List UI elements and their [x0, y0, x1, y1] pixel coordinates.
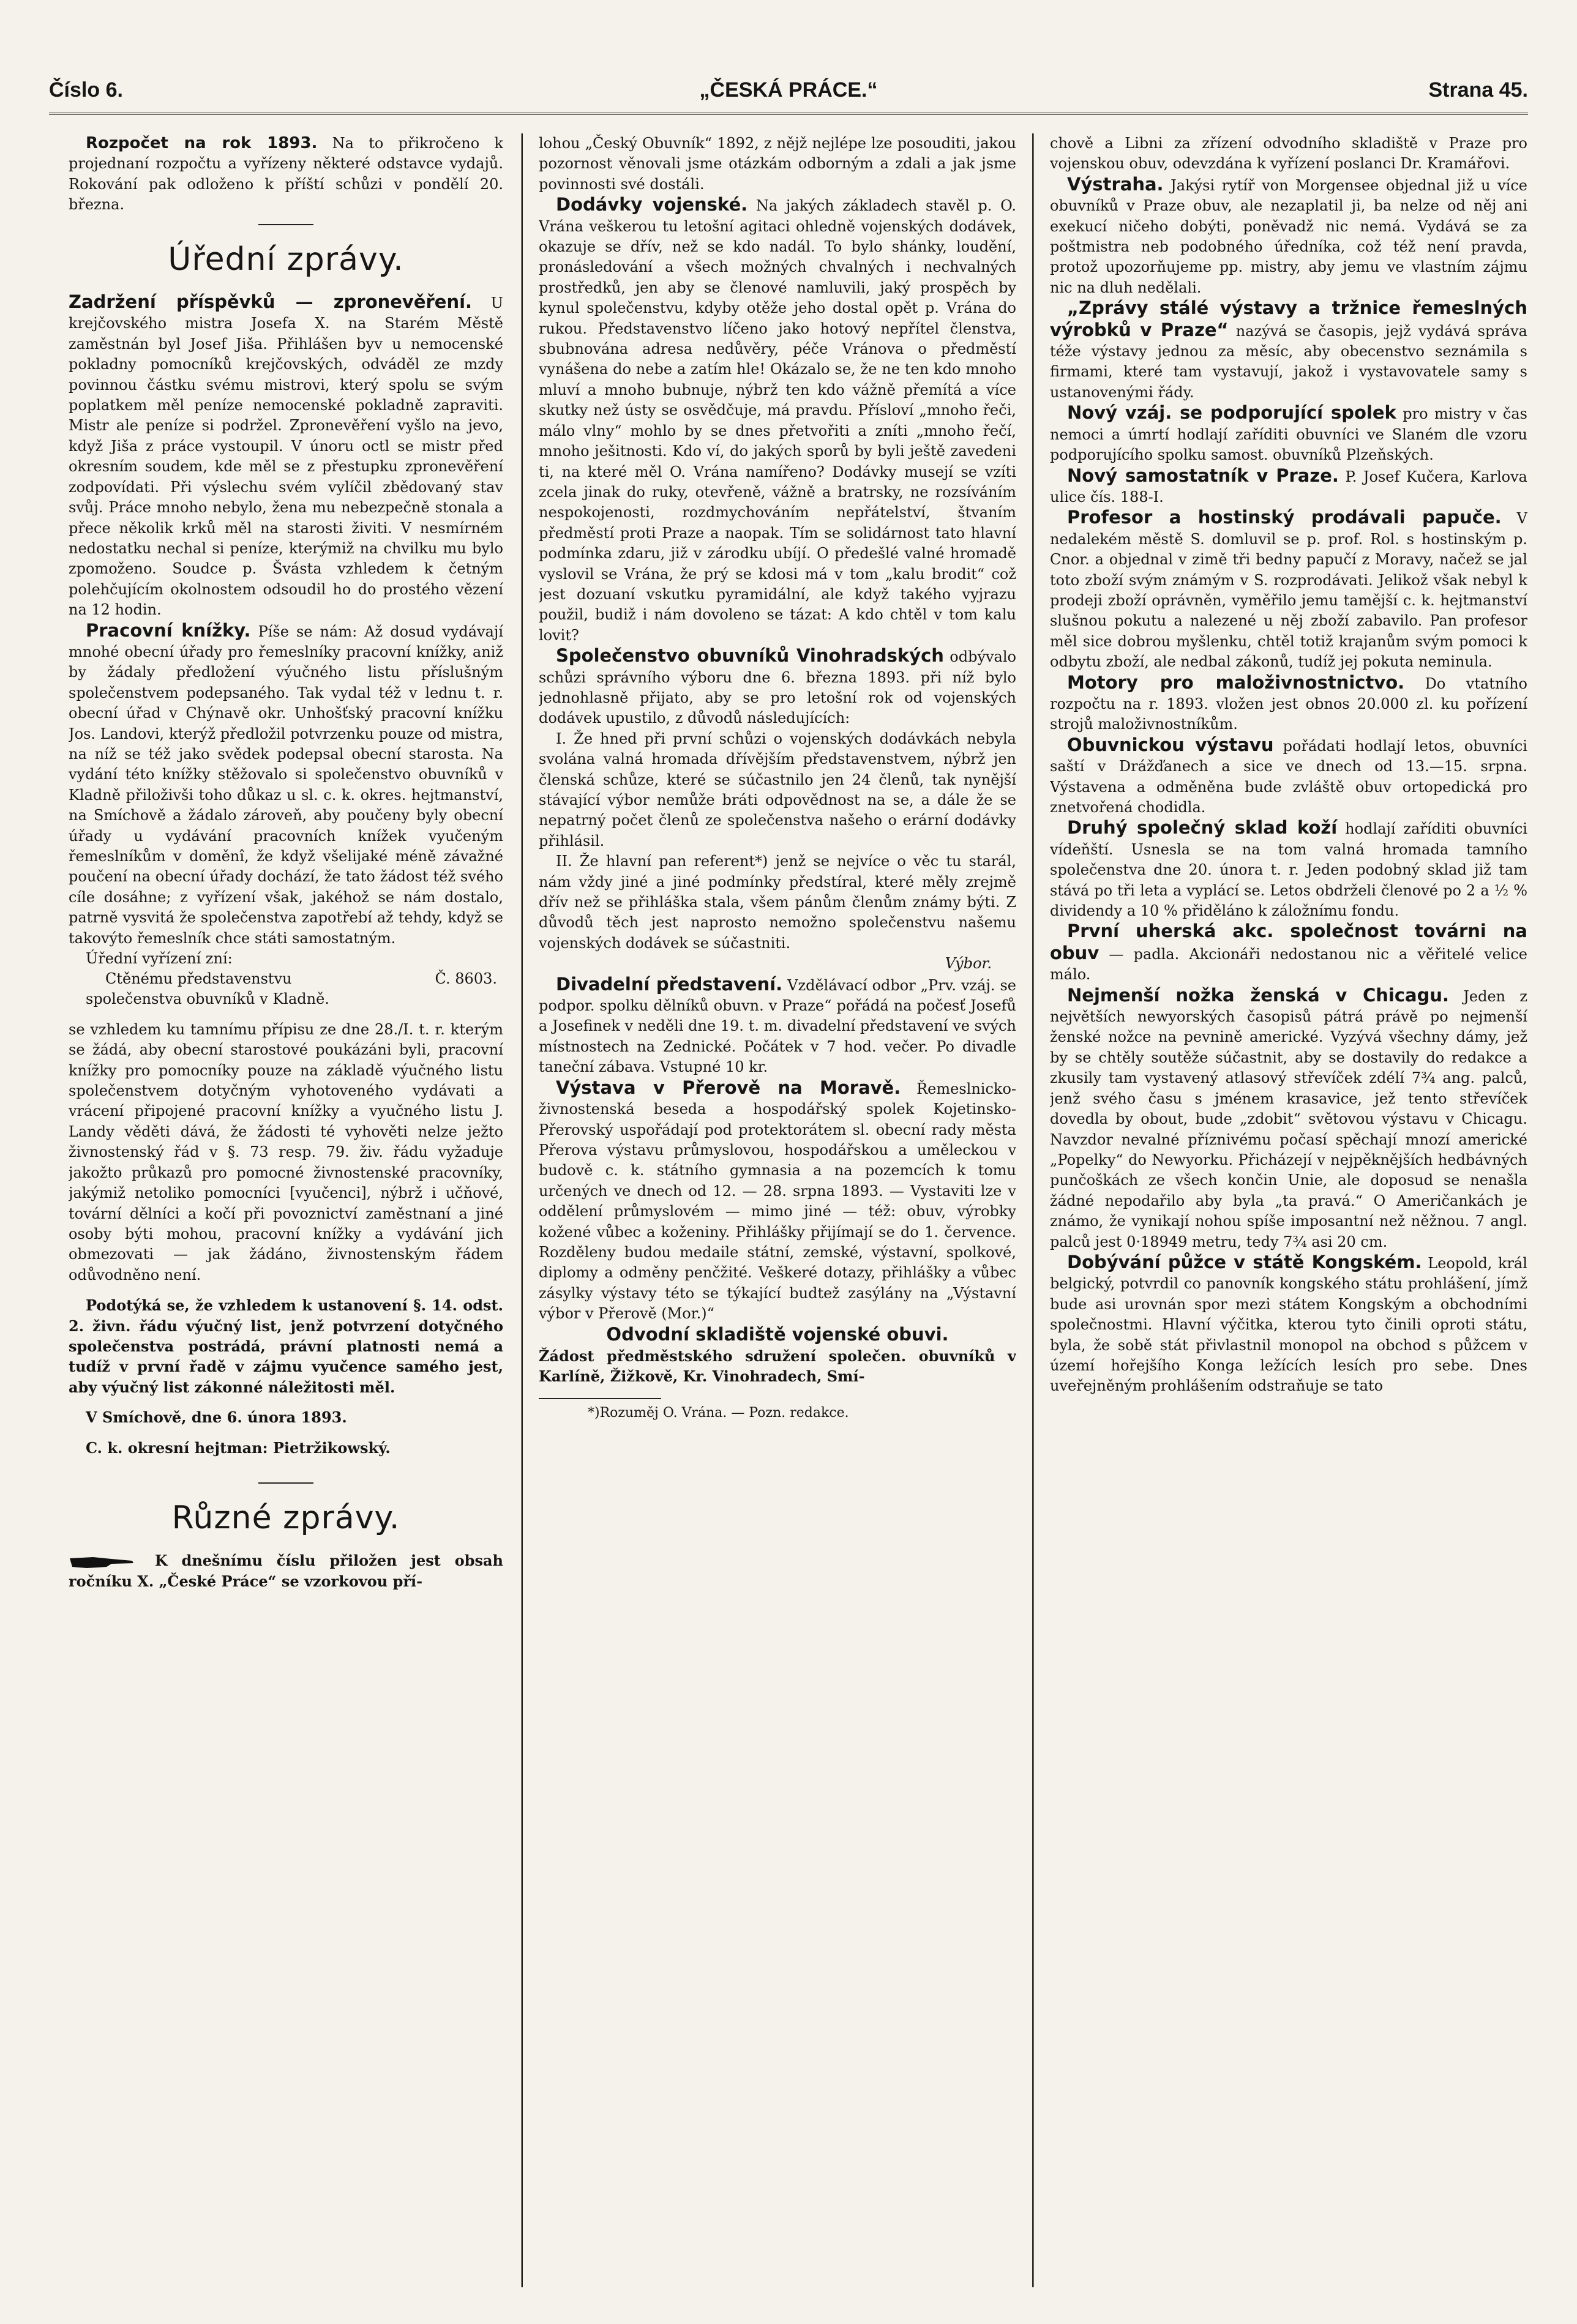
article-heading: Nový samostatník v Praze.: [1067, 465, 1339, 486]
signature: Výbor.: [945, 955, 992, 973]
article-body: Na to přikročeno k projednaní rozpočtu a vyřízeny některé odstavce vydajů. Rokování pak odloženo k příští schůzi v pondělí 20. března.: [69, 135, 503, 214]
article-heading: Obuvnickou výstavu: [1067, 734, 1274, 755]
section-title: Různé zprávy.: [171, 1499, 400, 1536]
article-knizky: [69, 621, 503, 949]
article-sklad-kozi: [1050, 818, 1527, 921]
footnote-rule: [539, 1398, 661, 1399]
addressee-org: společenstva obuvníků v Kladně.: [86, 990, 329, 1008]
article-body: Jeden z největších newyorských časopisů pátrá právě po nejmenší ženské nožce na pevnině americké. Vyzývá všechny dámy, jež by se chtěly soutěže súčastnit, aby se dostavily do redakce a zkusily tam vystavený atlasový střevíček zdélí 7¾ ang. palců, jenž svého času s jménem krasavice, jež tento střevíček dovedla by obout, bude „zdobit“ světovou výstavu v Chicagu. Navzdor nevalné příznivému počasí spěchají mnozí americké „Popelky“ do Newyorku. Přicházejí v nejpěknějších hedbávných punčoškách ze všech končin Unie, ale doposud se nenašla žádné nepodařilo aby byla „ta pravá.“ O Američankách je známo, že vynikají nohou spíše imposantní než něžnou. 7 angl. palců jest 0·18949 metru, tedy 7¾ asi 20 cm.: [1050, 987, 1527, 1250]
official-label: Úřední vyřízení zní:: [86, 950, 233, 968]
article-body: U krejčovského mistra Josefa X. na Starém Městě zaměstnán byl Josef Jiša. Přihlášen byv u nemocenské pokladny pomocníků krejčovských, odváděl ze mzdy povinnou částku svému mistrovi, který spolu se svým poplatkem měl peníze nemocenské pokladně zapraviti. Mistr ale peníze si podržel. Zpronevěření vyšlo na jevo, když Jiša z práce vystoupil. V únoru octl se mistr před okresním soudem, kde měl se z přestupku zpronevěření zodpovídati. Při výslechu svém vylíčil zbědovaný stav svůj. Práce mnoho nebylo, žena mu nebezpečně stonala a přece několik krků měl na starosti živiti. V nesmírném nedostatku nechal si peníze, kterýmiž na chvilku mu bylo zpomoženo. Soudce p. Švásta vzhledem k četným polehčujícím okolnostem odsoudil ho do prostého vězení na 12 hodin.: [69, 294, 503, 619]
article-heading: Pracovní knížky.: [86, 619, 251, 641]
footnote: *)Rozuměj O. Vrána. — Pozn. redakce.: [588, 1405, 849, 1421]
article-vystraha: [1050, 174, 1527, 298]
article-zadrzeni: [69, 292, 503, 621]
page-number: Strana 45.: [1428, 78, 1528, 102]
column-1: [69, 133, 503, 2300]
article-heading: Dodávky vojenské.: [556, 194, 748, 215]
article-obuvnicka-vystava: [1050, 735, 1527, 818]
article-kongo: [1050, 1252, 1527, 1397]
article-body: nazývá se časopis, jejž vydává správa téže výstavy jednou za měsíc, aby obecenstvo seznámila s firmami, které tam vystavují, jakož i vystavovatele samy s ustanovenými řády.: [1050, 322, 1527, 401]
article-heading: Divadelní představení.: [556, 973, 783, 995]
article-body: Jakýsi rytíř von Morgensee objednal již u více obuvníků v Praze obuv, ale nezaplatil ji, ba nelze od něj ani exekucí ničeho dobýti, poněvadž nic nemá. Vydává se za poštmistra neb podobného úředníka, což též není pravda, protož upozorňujeme pp. mistry, aby jemu ve vlastním zájmu nic na dluh nedělali.: [1050, 176, 1527, 296]
article-vystava: [539, 1078, 1016, 1325]
article-body: odbývalo schůzi správního výboru dne 6. března 1893. při níž bylo jednohlasně přijato, aby se pro letošní rok od vojenských dodávek upustilo, z důvodů následujících:: [539, 648, 1016, 727]
article-novy-spolek: [1050, 403, 1527, 465]
column-divider: [1032, 133, 1036, 2287]
article-heading: Odvodní skladiště vojenské obuvi.: [606, 1323, 949, 1345]
column-3: [1050, 133, 1527, 2300]
section-title: Úřední zprávy.: [168, 241, 404, 278]
column-2: [539, 133, 1016, 2300]
article-body: Vzdělávací odbor „Prv. vzáj. se podpor. spolku dělníků obuvn. v Praze“ pořádá na počesť Josefů a Josefinek v neděli dne 19. t. m. divadelní představení ve svých místnostech na Zednické. Počátek v 7 hod. večer. Po divadle taneční zábava. Vstupné 10 kr.: [539, 976, 1016, 1076]
article-spolecenstvo: [539, 646, 1016, 729]
article-heading: Rozpočet na rok 1893.: [86, 134, 318, 152]
article-rozpocet: [69, 133, 503, 215]
article-heading: Nejmenší nožka ženská v Chicagu.: [1067, 984, 1450, 1006]
article-heading: Motory pro maloživnostnictvo.: [1067, 671, 1405, 693]
page-header: [49, 78, 1528, 110]
article-body: V nedalekém městě S. domluvil se p. prof. Rol. s hostinským p. Cnor. a objednal v zimě tři bedny papučí z Moravy, načež se jal toto zboží svým známým v S. rozprodávati. Jelikož však nebyl k prodeji zboží oprávněn, vyměřilo jemu tamější c. k. hejtmanství slušnou pokutu a nalezené u něj zboží zabavilo. Pan profesor měl sice dobrou myšlenku, chtěl totiž krajanům svým pomoci k odbytu zboží, ale nedbal zákonů, tudíž jej pokuta neminula.: [1050, 510, 1527, 671]
article-nozka: [1050, 985, 1527, 1252]
article-heading: Druhý společný sklad koží: [1067, 817, 1338, 839]
article-heading: Společenstvo obuvníků Vinohradských: [556, 645, 944, 667]
article-heading: Profesor a hostinský prodávali papuče.: [1067, 507, 1502, 528]
article-body: K dnešnímu číslu přiložen jest obsah ročníku X. „České Práce“ se vzorkovou pří-: [69, 1552, 503, 1590]
newspaper-title: „ČESKÁ PRÁCE.“: [699, 78, 878, 102]
point-two: II. Že hlavní pan referent*) jenž se nejvíce o věc tu starál, nám vždy jiné a jiné podmínky předstíral, které měly zrejmě dřív než se přihláška stala, všem pánům členům známy býti. Z důvodů těch jest naprosto nemožno společenstvu našemu vojenských dodávek se súčastniti.: [539, 853, 1016, 952]
pointing-hand-icon: [69, 1553, 136, 1571]
article-uherska-spolecnost: [1050, 921, 1527, 985]
article-dodavky: [539, 195, 1016, 646]
article-continuation: lohou „Český Obuvník“ 1892, z nějž nejlépe lze posouditi, jakou pozornost věnovali jsme otázkám odborným a zdali a jak jsme povinnosti své dostáli.: [539, 135, 1016, 193]
article-body: Leopold, král belgický, potvrdil co panovník kongského státu prohlášení, jímž bude asi urovnán spor mezi státem Kongským a obchodními společnostmi. Hlavní výčitka, kterou tyto činili oproti státu, byla, že sobě stát přivlastnil monopol na obchod s půžcem v území hořejšího Konga ležících lesích pro sebe. Dnes uveřejněným prohlášením odstraňuje se tato: [1050, 1254, 1527, 1395]
official-text: se vzhledem ku tamnímu přípisu ze dne 28./I. t. r. kterým se žádá, aby obecní starostové poukázáni byli, pracovní knížky pro pomocníky pouze na základě výučného listu společenstvem dotyčným vyhotoveného vydávati a vrácení připojené pracovní knížky a vyučného listu J. Landy věděti dává, že žádosti té vyhověti nelze ježto živnostenský řád v §. 73 resp. 79. živ. řádu vyžaduje jakožto průkazů pro pomocné živnostenské pracovníky, jakýmiž netoliko pomocníci [vyučenci], nýbrž i učňové, tovární dělníci a kočí při povoznictví zaměstnaní a jiné osoby býti mohou, pracovní knížky a vydávání jich obmezovati — jak žádáno, živnostenským řádem odůvodněno není.: [69, 1020, 503, 1283]
reference-number: Č. 8603.: [435, 970, 497, 988]
place-date: V Smíchově, dne 6. února 1893.: [86, 1408, 347, 1427]
article-body: — padla. Akcionáři nedostanou nic a věřitelé velice málo.: [1050, 945, 1527, 984]
article-heading: Dobývání půžce v státě Kongském.: [1067, 1251, 1422, 1272]
addressee: Ctěnému představenstvu: [105, 970, 292, 988]
article-body: pořádati hodlají letos, obuvníci saští v Drážďanech a sice ve dnech od 13.—15. srpna. Výstavena a odměněna bude zvláště obuv ortopedická pro znetvořená chodidla.: [1050, 737, 1527, 816]
article-heading: Nový vzáj. se podporující spolek: [1067, 402, 1396, 424]
column-divider: [521, 133, 525, 2287]
article-body: Žádost předměstského sdružení společen. obuvníků v Karlíně, Žižkově, Kr. Vinohradech, Smí-: [539, 1347, 1016, 1386]
article-profesor: [1050, 507, 1527, 672]
article-body: Do vtatního rozpočtu na r. 1893. vložen jest obnos 20.000 zl. ku pořízení strojů maloživnostníkům.: [1050, 674, 1527, 733]
article-samostatnik: [1050, 466, 1527, 508]
article-motory: [1050, 673, 1527, 735]
article-body: hodlají zaříditi obuvníci vídeňští. Usnesla se na tom valná hromada tamního společenstva dne 20. února t. r. Jeden podobný sklad již tam stává po tři leta a vyplácí se. Letos obdrželi členové po 2 a ½ % dividendy a 10 % přiděláno k záložnímu fondu.: [1050, 820, 1527, 920]
article-heading: Výstava v Přerově na Moravě.: [556, 1077, 901, 1098]
issue-number: Číslo 6.: [49, 78, 123, 102]
separator: [258, 224, 313, 225]
article-body: pro mistry v čas nemoci a úmrtí hodlají zaříditi obuvníci ve Slaném dle vzoru podporujícího spolku samost. obuvníků Plzeňských.: [1050, 405, 1527, 464]
article-body: Na jakých základech stavěl p. O. Vrána veškerou tu letošní agitaci ohledně vojenských dodávek, okazuje se dřív, než se kdo nadál. To bylo shánky, loudění, pronásledování a všech možných chvalných i nechvalných prostředků, jen aby se členové namluvili, jaký prospěch by kynul společenstvu, kdyby otěže jeho dostal opět p. Vrána do rukou. Představenstvo líčeno jako hotový nepřítel členstva, sbubnována adresa nedůvěry, péče Vránova o předměstí vynášena do nebe a zatím hle! Okázalo se, že ne ten kdo mnoho mluví a mnoho bubnuje, nýbrž ten kdo vážně přemítá a více skutky než ústy se osvědčuje, má pravdu. Přísloví „mnoho řeči, málo vlny“ mohlo by se dnes přetvořiti a zníti „mnoho řečí, mnoho ješitnosti. Kdo ví, do jakých sporů by byli ještě zavedeni ti, na které měl O. Vrána namířeno? Dodávky musejí se vzíti zcela jinak do ruky, otevřeně, vážně a bratrsky, ne rozsíváním nespokojenosti, rozdmychováním nepřátelství, štvaním předměstí proti Praze a naopak. Tím se solidárnost tato hlavní podmínka zdaru, již v zárodku ubíjí. O předešlé valné hromadě vyslovil se Vrána, že prý se kdosi má v tom „kalu brodit“ což jest dozuaní vskutku pyramidální, ale když takého vyjrazu použil, budiž i nám dovoleno se tázat: A kdo chtěl v tom kalu lovit?: [539, 197, 1016, 644]
article-heading: Zadržení příspěvků — zpronevěření.: [69, 291, 473, 313]
article-body: Píše se nám: Až dosud vydávají mnohé obecní úřady pro řemeslníky pracovní knížky, aniž by žádaly předložení výučného listu příslušným společenstvem podepsaného. Tak vydal též v lednu t. r. obecní úřad v Chýnavě okr. Unhošťský pracovní knížku Jos. Landovi, kterýž předložil potvrzenku pouze od mistra, na níž se též jako svědek podepsal obecní starosta. Na vydání této knížky stěžovalo si společenstvo obuvníků v Kladně přiloživši toho důkaz u sl. c. k. okres. hejtmanství, na Smíchově a žádalo zároveň, aby poučeny byly obecní úřady u vydávání pracovních knížek vyučeným řemeslníkům v doměnî, že když všelijaké méně závažné poučení na obecní úřady dochází, že tato žádost též svého cíle dosáhne; z vyřízení však, jakéhož se nám dostalo, patrně vysvitá že společenstva zapotřebí až tehdy, když se takovýto řemeslník chce státi samostatným.: [69, 622, 503, 947]
article-body: Řemeslnicko-živnostenská beseda a hospodářský spolek Kojetinsko-Přerovský uspořádají pod protektorátem sl. obecní rady města Přerova výstavu průmyslovou, hospodářskou a uměleckou v budově c. k. státního gymnasia a na pozemcích k tomu určených ve dnech od 12. — 28. srpna 1893. — Vystaviti lze v oddělení průmyslovém — mimo jiné — též: obuv, výrobky kožené vůbec a koženiny. Přihlášky přijímají se do 1. července. Rozděleny budou medaile státní, zemské, výstavní, spolkové, diplomy a odměny penčžité. Veškeré dotazy, přihlášky a vůbec zásylky výstavy této se týkající budtež zasýlány na „Výstavní výbor v Přerově (Mor.)“: [539, 1080, 1016, 1323]
point-one: I. Že hned při první schůzi o vojenských dodávkách nebyla svolána valná hromada dřívějším představenstvem, nýbrž jen členská schůze, které se súčastnilo jen 24 členů, tak nynější stávající výbor nemůže bráti odpovědnost na se, a dále že se nepatrný počet členů ze společenstva našeho o erární dodávky přihlásil.: [539, 730, 1016, 850]
article-zpravy: [1050, 298, 1527, 403]
address-line: [69, 969, 503, 989]
article-continuation: chově a Libni za zřízení odvodního skladiště v Praze pro vojenskou obuv, odevzdána k vyřízení poslanci Dr. Kramářovi.: [1050, 135, 1527, 173]
article-heading: „Zprávy stálé výstavy a tržnice řemeslných výrobků v Praze“: [1050, 297, 1527, 340]
article-heading: Výstraha.: [1067, 173, 1164, 195]
article-heading: První uherská akc. společnost továrni na obuv: [1050, 921, 1527, 963]
official-note: Podotýká se, že vzhledem k ustanovení §. 14. odst. 2. živn. řádu výučný list, jenž potvrzení dotyčného společenstva postrádá, právní platnosti nemá a tudíž v první řadě v zájmu vyučence samého jest, aby výučný list zákonné náležitosti měl.: [69, 1296, 503, 1396]
signature: C. k. okresní hejtman: Pietržikowský.: [86, 1438, 391, 1457]
notice-obsah: [69, 1550, 503, 1591]
article-divadelni: [539, 974, 1016, 1078]
separator: [258, 1482, 313, 1484]
header-rule: [49, 113, 1528, 118]
article-body: P. Josef Kučera, Karlova ulice čís. 188-I.: [1050, 468, 1527, 506]
